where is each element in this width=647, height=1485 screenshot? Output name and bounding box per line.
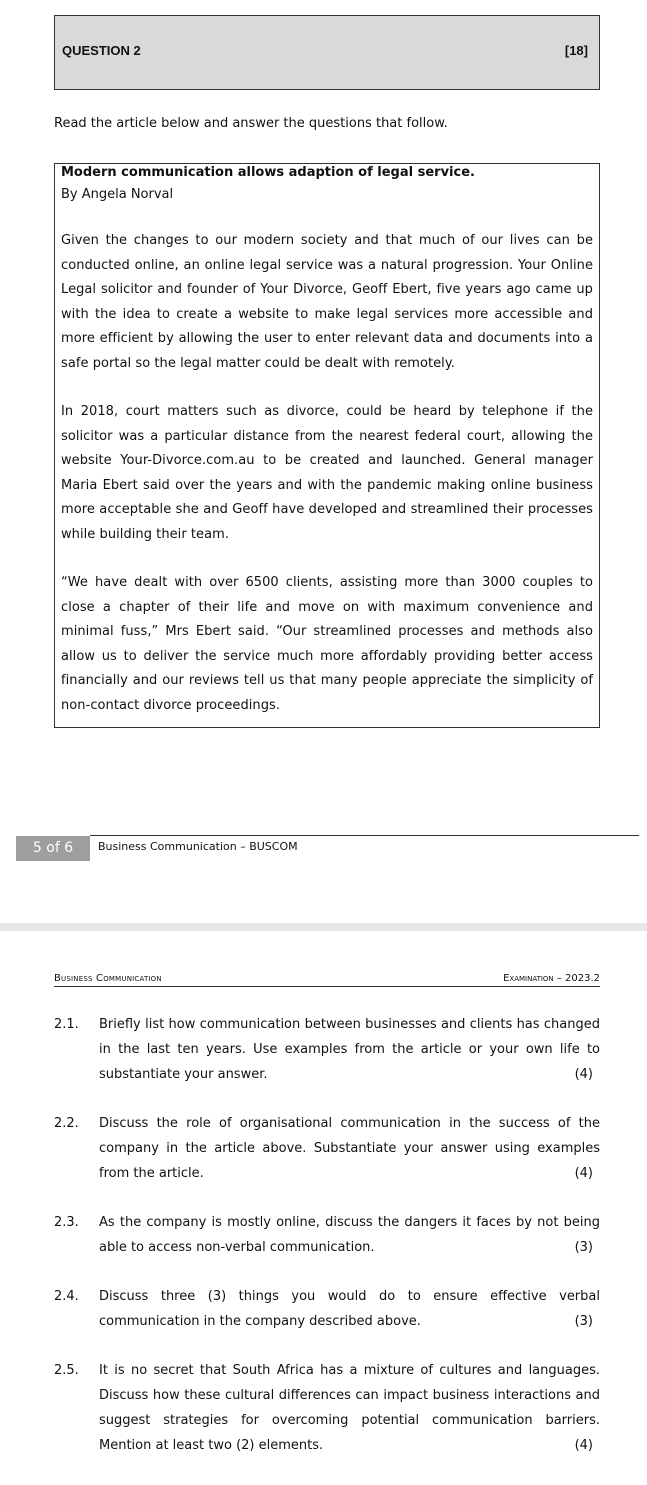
sub-question-number: 2.2. (54, 1116, 79, 1131)
running-header-right: Examination – 2023.2 (503, 973, 600, 984)
sub-question-marks: (4) (574, 1438, 593, 1453)
article-paragraph: In 2018, court matters such as divorce, could be heard by telephone if the solicitor was a particular distance from the nearest federal court, allowing the website Your-Divorce.com.au to be created and launched. General manager Maria Ebert said over the years and with the pandemic making online business more acceptable she and Geoff have developed and streamlined their processes while building their team. (61, 404, 593, 542)
article-paragraph: Given the changes to our modern society and that much of our lives can be conducted online, an online legal service was a natural progression. Your Online Legal solicitor and founder of Your Divorce, Geoff Ebert, five years ago came up with the idea to create a website to make legal services more accessible and more efficient by allowing the user to enter relevant data and documents into a safe portal so the legal matter could be dealt with remotely. (61, 233, 593, 371)
sub-question-text: It is no secret that South Africa has a mixture of cultures and languages. Discuss how these cultural differences can impact business interactions and suggest strategies for overcoming potential communication barriers. Mention at least two (2) elements. (99, 1363, 600, 1453)
sub-question-number: 2.1. (54, 1017, 79, 1032)
sub-question-text: Discuss the role of organisational communication in the success of the company in the article above. Substantiate your answer using examples from the article. (99, 1116, 600, 1181)
footer-divider (90, 835, 639, 836)
article-headline: Modern communication allows adaption of legal service. (61, 165, 475, 180)
sub-question-text: Briefly list how communication between businesses and clients has changed in the last ten years. Use examples from the article or your own life to substantiate your answer. (99, 1017, 600, 1082)
instruction-text: Read the article below and answer the questions that follow. (54, 116, 448, 131)
question-header (54, 15, 600, 90)
sub-question (54, 1284, 600, 1334)
sub-question (54, 1358, 600, 1458)
sub-question-number: 2.3. (54, 1215, 79, 1230)
question-title: QUESTION 2 (62, 43, 141, 58)
page-separator (0, 923, 647, 931)
page-number-badge: 5 of 6 (16, 836, 90, 861)
sub-question-number: 2.4. (54, 1289, 79, 1304)
sub-question-marks: (3) (574, 1314, 593, 1329)
sub-question-marks: (3) (574, 1240, 593, 1255)
sub-question-marks: (4) (574, 1166, 593, 1181)
sub-question-text: Discuss three (3) things you would do to ensure effective verbal communication in the company described above. (99, 1289, 600, 1329)
article-byline: By Angela Norval (61, 187, 174, 202)
sub-question (54, 1012, 600, 1087)
sub-question (54, 1210, 600, 1260)
sub-question (54, 1111, 600, 1186)
article-box (54, 163, 600, 728)
article-paragraph: “We have dealt with over 6500 clients, assisting more than 3000 couples to close a chapter of their life and move on with maximum convenience and minimal fuss,” Mrs Ebert said. “Our streamlined processes and methods also allow us to deliver the service much more affordably providing better access financially and our reviews tell us that many people appreciate the simplicity of non-contact divorce proceedings. (61, 575, 593, 713)
running-header-divider (54, 986, 600, 987)
sub-question-marks: (4) (574, 1067, 593, 1082)
sub-question-number: 2.5. (54, 1363, 79, 1378)
question-total-marks: [18] (564, 43, 588, 58)
sub-question-text: As the company is mostly online, discuss the dangers it faces by not being able to access non-verbal communication. (99, 1215, 600, 1255)
footer-course-label: Business Communication – BUSCOM (98, 840, 298, 853)
running-header-left: Business Communication (54, 973, 162, 984)
sub-question-list (54, 1012, 600, 1482)
